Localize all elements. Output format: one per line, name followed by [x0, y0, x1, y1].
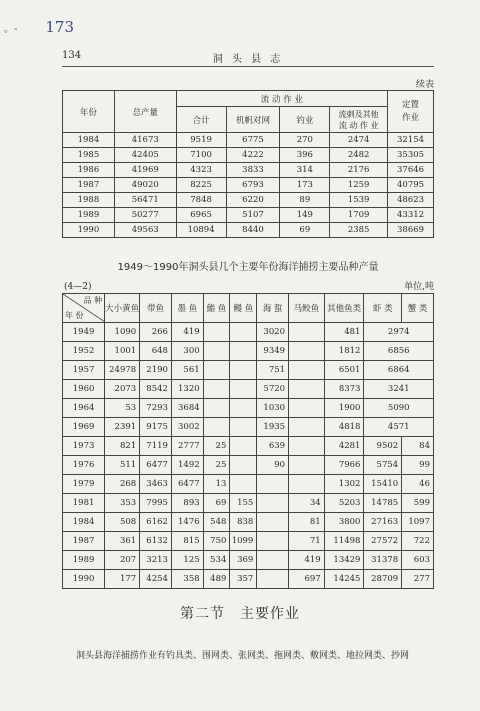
diag-bottom-label: 年 份 [65, 311, 84, 320]
table-row [63, 418, 434, 437]
table-cell: 3463 [140, 475, 172, 494]
table-cell: 1812 [324, 342, 364, 361]
table-cell: 2385 [330, 223, 388, 238]
table-cell: 6501 [324, 361, 364, 380]
table-cell [289, 418, 325, 437]
table-cell [230, 342, 257, 361]
table-cell: 481 [324, 323, 364, 342]
table-cell: 750 [203, 532, 230, 551]
table-cell: 268 [105, 475, 140, 494]
table-cell: 4281 [324, 437, 364, 456]
book-title: 洞 头 县 志 [212, 54, 284, 65]
table-cell [289, 399, 325, 418]
table-cell: 1989 [63, 551, 105, 570]
table-cell: 3833 [226, 163, 280, 178]
table-cell: 1979 [63, 475, 105, 494]
table-cell [289, 380, 325, 399]
table-cell: 534 [203, 551, 230, 570]
table-cell: 396 [280, 148, 330, 163]
table-cell [230, 456, 257, 475]
col-grouper: 鮨 鱼 [203, 294, 230, 323]
col-year: 年份 [63, 91, 115, 133]
table-cell: 14785 [364, 494, 402, 513]
table-cell: 277 [402, 570, 434, 589]
table-cell: 1099 [230, 532, 257, 551]
table-cell: 14245 [324, 570, 364, 589]
table-row [63, 437, 434, 456]
table-cell: 511 [105, 456, 140, 475]
table-cell: 5090 [364, 399, 434, 418]
table-cell [257, 513, 289, 532]
table-cell: 2176 [330, 163, 388, 178]
table-cell: 155 [230, 494, 257, 513]
table-cell: 3684 [171, 399, 203, 418]
table-cell [289, 323, 325, 342]
table-cell: 361 [105, 532, 140, 551]
table-cell: 1949 [63, 323, 105, 342]
col-other-fish: 其他鱼类 [324, 294, 364, 323]
table-row [63, 163, 434, 178]
table-row [63, 456, 434, 475]
table-row [63, 223, 434, 238]
table-cell: 1492 [171, 456, 203, 475]
table-cell: 4571 [364, 418, 434, 437]
table-row [63, 380, 434, 399]
table-cell: 815 [171, 532, 203, 551]
table-cell: 11498 [324, 532, 364, 551]
table-cell: 40795 [388, 178, 434, 193]
table-cell: 69 [280, 223, 330, 238]
table-cell: 90 [257, 456, 289, 475]
table-cell: 48623 [388, 193, 434, 208]
table-cell: 6477 [140, 456, 172, 475]
table-cell: 603 [402, 551, 434, 570]
table-cell: 13 [203, 475, 230, 494]
table-cell [257, 551, 289, 570]
table-cell: 9502 [364, 437, 402, 456]
table-cell: 1302 [324, 475, 364, 494]
table-cell: 6965 [176, 208, 226, 223]
table-cell: 2777 [171, 437, 203, 456]
table-row [63, 193, 434, 208]
table-cell: 369 [230, 551, 257, 570]
col-croaker: 大小黄鱼 [105, 294, 140, 323]
table-cell [203, 323, 230, 342]
table-cell: 3020 [257, 323, 289, 342]
table-cell: 8225 [176, 178, 226, 193]
table-cell: 1709 [330, 208, 388, 223]
table-cell: 7293 [140, 399, 172, 418]
handwritten-dots: 。- [4, 24, 18, 35]
table-cell [230, 475, 257, 494]
table-row [63, 551, 434, 570]
table-row [63, 399, 434, 418]
col-cuttlefish: 墨 鱼 [171, 294, 203, 323]
body-paragraph: 洞头县海洋捕捞作业有钓具类、围网类、张网类、拖网类、敷网类、地拉网类、抄网 [76, 651, 410, 661]
table-cell: 41969 [114, 163, 176, 178]
table-cell: 1969 [63, 418, 105, 437]
table-cell: 24978 [105, 361, 140, 380]
table-cell: 84 [402, 437, 434, 456]
table-cell: 697 [289, 570, 325, 589]
table-cell: 6162 [140, 513, 172, 532]
table-cell: 7100 [176, 148, 226, 163]
table-cell: 89 [280, 193, 330, 208]
table-cell [289, 456, 325, 475]
table-cell: 4222 [226, 148, 280, 163]
table-cell: 357 [230, 570, 257, 589]
table-cell: 71 [289, 532, 325, 551]
table-cell: 838 [230, 513, 257, 532]
diagonal-header-cell [63, 294, 105, 323]
table-cell: 353 [105, 494, 140, 513]
table-cell: 266 [140, 323, 172, 342]
table-cell [289, 437, 325, 456]
table-cell: 1985 [63, 148, 115, 163]
table-cell: 648 [140, 342, 172, 361]
table-cell: 1976 [63, 456, 105, 475]
col-jellyfish: 海 蜇 [257, 294, 289, 323]
col-crab: 蟹 类 [402, 294, 434, 323]
table-row [63, 513, 434, 532]
table-cell: 34 [289, 494, 325, 513]
table-cell: 1988 [63, 193, 115, 208]
table-cell: 41673 [114, 133, 176, 148]
handwritten-mark [4, 18, 74, 36]
table-cell: 1259 [330, 178, 388, 193]
table-cell: 7966 [324, 456, 364, 475]
table-cell: 5107 [226, 208, 280, 223]
table-cell: 1320 [171, 380, 203, 399]
table-cell: 7848 [176, 193, 226, 208]
table-cell: 99 [402, 456, 434, 475]
table-cell: 46 [402, 475, 434, 494]
table-cell: 1957 [63, 361, 105, 380]
table-cell: 5754 [364, 456, 402, 475]
table-cell: 4323 [176, 163, 226, 178]
table-cell: 2190 [140, 361, 172, 380]
table-cell: 508 [105, 513, 140, 532]
table-cell: 599 [402, 494, 434, 513]
table-cell: 10894 [176, 223, 226, 238]
table-cell: 419 [171, 323, 203, 342]
table-cell: 6775 [226, 133, 280, 148]
table-cell: 1990 [63, 223, 115, 238]
table-cell: 1981 [63, 494, 105, 513]
handwritten-number: 173 [45, 18, 75, 36]
table-cell: 489 [203, 570, 230, 589]
continued-label: 续表 [415, 80, 434, 90]
table-row [63, 532, 434, 551]
table-cell: 49020 [114, 178, 176, 193]
col-shrimp: 虾 类 [364, 294, 402, 323]
table-cell: 69 [203, 494, 230, 513]
table-cell: 32154 [388, 133, 434, 148]
table-cell: 27163 [364, 513, 402, 532]
table-cell: 53 [105, 399, 140, 418]
table-cell: 173 [280, 178, 330, 193]
table-cell [230, 380, 257, 399]
table-cell: 27572 [364, 532, 402, 551]
table-cell: 1984 [63, 133, 115, 148]
table-cell: 37646 [388, 163, 434, 178]
table-cell: 1987 [63, 178, 115, 193]
col-mobile: 流 动 作 业 [176, 91, 387, 107]
table-cell: 7995 [140, 494, 172, 513]
table-cell [230, 418, 257, 437]
table-cell [230, 399, 257, 418]
table-row [63, 570, 434, 589]
table-cell: 3002 [171, 418, 203, 437]
species-catch-table [62, 293, 434, 589]
table-cell: 149 [280, 208, 330, 223]
table-cell: 31378 [364, 551, 402, 570]
table-cell: 1952 [63, 342, 105, 361]
table2-title: 1949～1990年洞头县几个主要年份海洋捕捞主要品种产量 [117, 262, 379, 273]
table-cell [230, 361, 257, 380]
table-cell: 751 [257, 361, 289, 380]
table-cell [203, 418, 230, 437]
table-cell: 1986 [63, 163, 115, 178]
col-drift-other: 流刺及其他 流 动 作 业 [330, 107, 388, 133]
table-cell: 300 [171, 342, 203, 361]
table-cell: 1001 [105, 342, 140, 361]
table-cell: 6477 [171, 475, 203, 494]
table-cell [289, 475, 325, 494]
table-cell: 2391 [105, 418, 140, 437]
table-cell: 1097 [402, 513, 434, 532]
table-cell: 8542 [140, 380, 172, 399]
table-cell: 8373 [324, 380, 364, 399]
table-cell: 6856 [364, 342, 434, 361]
table2-number: (4—2) [64, 282, 92, 292]
table-cell: 1964 [63, 399, 105, 418]
table-cell: 2073 [105, 380, 140, 399]
table-cell: 2974 [364, 323, 434, 342]
table-cell [230, 323, 257, 342]
table-cell: 28709 [364, 570, 402, 589]
table-cell [203, 380, 230, 399]
table-cell: 9349 [257, 342, 289, 361]
table-cell: 1960 [63, 380, 105, 399]
table-cell: 50277 [114, 208, 176, 223]
table-cell: 42405 [114, 148, 176, 163]
table-row [63, 178, 434, 193]
table-cell: 7119 [140, 437, 172, 456]
table-row [63, 361, 434, 380]
table-cell: 821 [105, 437, 140, 456]
table-cell [289, 361, 325, 380]
table-cell: 893 [171, 494, 203, 513]
table-cell: 1935 [257, 418, 289, 437]
table-cell: 6220 [226, 193, 280, 208]
table-cell: 419 [289, 551, 325, 570]
table-cell: 2482 [330, 148, 388, 163]
table-cell: 1984 [63, 513, 105, 532]
table-cell: 3800 [324, 513, 364, 532]
col-sum: 合计 [176, 107, 226, 133]
table-cell: 9175 [140, 418, 172, 437]
table-cell [230, 437, 257, 456]
table-cell: 35305 [388, 148, 434, 163]
table-cell [257, 570, 289, 589]
fishing-operations-table [62, 90, 434, 238]
table-cell: 314 [280, 163, 330, 178]
table-cell: 49563 [114, 223, 176, 238]
table-cell [257, 494, 289, 513]
table-cell: 25 [203, 437, 230, 456]
table-cell [257, 475, 289, 494]
table-cell [203, 342, 230, 361]
table-cell: 548 [203, 513, 230, 532]
table-cell: 13429 [324, 551, 364, 570]
table-cell: 1989 [63, 208, 115, 223]
table2-unit: 单位,吨 [404, 282, 434, 292]
table-cell: 1539 [330, 193, 388, 208]
table-cell [289, 342, 325, 361]
table-cell [203, 399, 230, 418]
table-cell: 4254 [140, 570, 172, 589]
table-cell [203, 361, 230, 380]
table-row [63, 494, 434, 513]
col-fixed: 定置 作业 [388, 91, 434, 133]
col-mackerel: 马鲛鱼 [289, 294, 325, 323]
table-cell: 6132 [140, 532, 172, 551]
section-title: 第二节 主要作业 [180, 606, 300, 622]
table-cell: 2474 [330, 133, 388, 148]
diag-top-label: 品 种 [83, 296, 103, 305]
table-cell: 639 [257, 437, 289, 456]
page-header [62, 50, 434, 67]
table-cell: 38669 [388, 223, 434, 238]
table-cell: 1090 [105, 323, 140, 342]
table-row [63, 148, 434, 163]
table-cell: 177 [105, 570, 140, 589]
table-cell: 5720 [257, 380, 289, 399]
table-cell: 3241 [364, 380, 434, 399]
page-number: 134 [62, 50, 82, 61]
table-cell: 43312 [388, 208, 434, 223]
table-cell: 8440 [226, 223, 280, 238]
table-cell: 9519 [176, 133, 226, 148]
table-row [63, 208, 434, 223]
table-cell [257, 532, 289, 551]
col-total: 总产量 [114, 91, 176, 133]
col-sail-trawl: 机帆对网 [226, 107, 280, 133]
table-cell: 81 [289, 513, 325, 532]
col-hairtail: 带鱼 [140, 294, 172, 323]
col-eel: 鳗 鱼 [230, 294, 257, 323]
table-cell: 3213 [140, 551, 172, 570]
table-cell: 1990 [63, 570, 105, 589]
table-cell: 6793 [226, 178, 280, 193]
table-cell: 1030 [257, 399, 289, 418]
table-row [63, 133, 434, 148]
col-hook: 钓业 [280, 107, 330, 133]
table-row [63, 475, 434, 494]
table-cell: 15410 [364, 475, 402, 494]
table-cell: 1900 [324, 399, 364, 418]
table-cell: 6864 [364, 361, 434, 380]
table-cell: 722 [402, 532, 434, 551]
table-cell: 1987 [63, 532, 105, 551]
table-row [63, 342, 434, 361]
table-row [63, 323, 434, 342]
table-cell: 561 [171, 361, 203, 380]
table-cell: 1476 [171, 513, 203, 532]
table-cell: 25 [203, 456, 230, 475]
table-cell: 4818 [324, 418, 364, 437]
table-cell: 1973 [63, 437, 105, 456]
table-cell: 125 [171, 551, 203, 570]
table-cell: 207 [105, 551, 140, 570]
table-cell: 5203 [324, 494, 364, 513]
table-cell: 270 [280, 133, 330, 148]
table-cell: 358 [171, 570, 203, 589]
table-cell: 56471 [114, 193, 176, 208]
